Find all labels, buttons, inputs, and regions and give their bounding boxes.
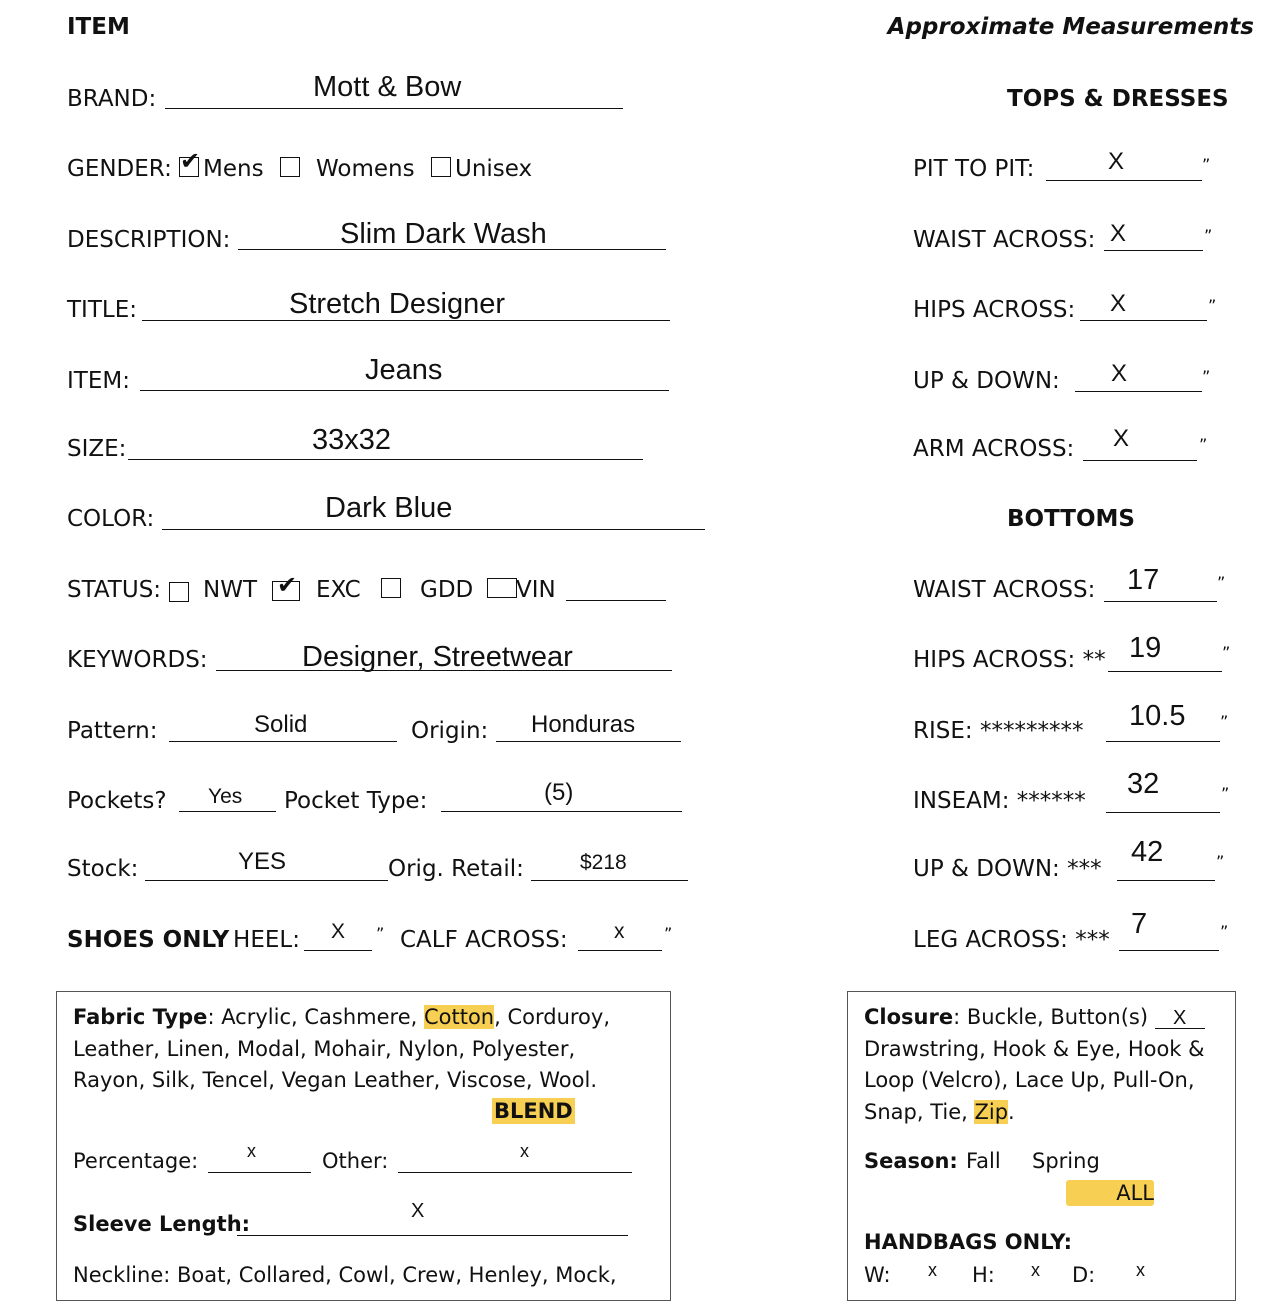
percentage-label: Percentage:	[73, 1149, 199, 1173]
bottoms-waist-across-label: WAIST ACROSS:	[913, 577, 1096, 603]
stock-label: Stock:	[67, 856, 139, 882]
tops-hips-across-line	[1080, 320, 1207, 321]
color-label: COLOR:	[67, 506, 155, 532]
calf-line	[578, 950, 662, 951]
status-vin-checkbox[interactable]	[487, 578, 517, 598]
shoes-only-title: SHOES ONLY	[67, 927, 230, 953]
title-value[interactable]: Stretch Designer	[289, 288, 505, 320]
status-other-line[interactable]	[566, 600, 666, 601]
gender-womens-checkbox[interactable]	[280, 157, 300, 177]
handbags-only-title: HANDBAGS ONLY:	[864, 1230, 1073, 1254]
pocket-type-label: Pocket Type:	[284, 788, 428, 814]
origin-label: Origin:	[411, 718, 489, 744]
fabric-type-title: Fabric Type	[73, 1005, 208, 1029]
tops-dresses-title: TOPS & DRESSES	[1007, 86, 1229, 112]
orig-retail-value[interactable]: $218	[580, 851, 627, 874]
status-label: STATUS:	[67, 577, 162, 603]
leg-across-inch-mark: ”	[1220, 922, 1229, 941]
arm-across-line	[1083, 460, 1197, 461]
handbags-w-label: W:	[864, 1263, 891, 1287]
arm-across-value[interactable]: X	[1113, 425, 1130, 452]
bottoms-waist-across-value[interactable]: 17	[1127, 564, 1160, 596]
bottoms-up-down-inch-mark: ”	[1216, 852, 1225, 871]
closure-highlight-zip: Zip	[974, 1099, 1009, 1124]
status-nwt-checkbox[interactable]	[169, 582, 189, 602]
handbags-w-value[interactable]: x	[928, 1260, 937, 1280]
season-label: Season:	[864, 1149, 958, 1173]
status-exc-checkbox[interactable]: ✔	[272, 581, 300, 601]
handbags-d-label: D:	[1072, 1263, 1096, 1287]
arm-across-label: ARM ACROSS:	[913, 436, 1075, 462]
size-value[interactable]: 33x32	[312, 424, 392, 456]
status-gdd-label: GDD	[420, 577, 474, 603]
tops-hips-across-value[interactable]: X	[1110, 290, 1127, 317]
gender-label: GENDER:	[67, 156, 172, 182]
pit-to-pit-inch-mark: ”	[1202, 155, 1211, 174]
rise-inch-mark: ”	[1220, 712, 1229, 731]
orig-retail-line	[531, 880, 688, 881]
heel-inch-mark: ”	[376, 924, 385, 943]
season-fall: Fall	[966, 1149, 1001, 1173]
rise-label: RISE: *********	[913, 718, 1084, 744]
fabric-box	[56, 991, 671, 1301]
handbags-d-value[interactable]: x	[1136, 1260, 1145, 1280]
fabric-blend-highlight: BLEND	[494, 1099, 573, 1123]
bottoms-hips-across-value[interactable]: 19	[1129, 632, 1162, 664]
status-gdd-checkbox[interactable]	[381, 578, 401, 598]
pit-to-pit-value[interactable]: X	[1108, 148, 1125, 175]
tops-waist-across-value[interactable]: X	[1110, 220, 1127, 247]
tops-hips-across-label: HIPS ACROSS:	[913, 297, 1076, 323]
leg-across-line	[1119, 950, 1219, 951]
pocket-type-value[interactable]: (5)	[544, 779, 574, 806]
tops-waist-across-label: WAIST ACROSS:	[913, 227, 1096, 253]
pattern-label: Pattern:	[67, 718, 158, 744]
size-label: SIZE:	[67, 436, 127, 462]
closure-title: Closure	[864, 1005, 954, 1029]
closure-list-post: .	[1008, 1099, 1015, 1124]
closure-button-value[interactable]: X	[1155, 1008, 1205, 1029]
brand-value[interactable]: Mott & Bow	[313, 71, 462, 103]
inseam-line	[1106, 812, 1220, 813]
origin-value[interactable]: Honduras	[531, 711, 636, 738]
heel-label: : HEEL:	[218, 927, 300, 953]
fabric-highlight-cotton: Cotton	[423, 1005, 495, 1029]
tops-up-down-inch-mark: ”	[1202, 367, 1211, 386]
keywords-label: KEYWORDS:	[67, 647, 208, 673]
color-line	[162, 529, 705, 530]
closure-box	[847, 991, 1236, 1301]
handbags-h-value[interactable]: x	[1031, 1260, 1040, 1280]
gender-mens-checkbox[interactable]: ✔	[180, 147, 201, 175]
pit-to-pit-line	[1046, 180, 1202, 181]
item-line	[140, 390, 669, 391]
arm-across-inch-mark: ”	[1199, 435, 1208, 454]
bottoms-hips-inch-mark: ”	[1222, 643, 1231, 662]
other-value[interactable]: x	[520, 1141, 529, 1161]
bottoms-up-down-line	[1117, 880, 1215, 881]
status-exc-label: EXC	[316, 577, 361, 603]
orig-retail-label: Orig. Retail:	[388, 856, 524, 882]
handbags-h-label: H:	[972, 1263, 995, 1287]
leg-across-value[interactable]: 7	[1131, 908, 1148, 940]
inseam-inch-mark: ”	[1221, 784, 1230, 803]
sleeve-length-label: Sleeve Length:	[73, 1212, 251, 1236]
inseam-label: INSEAM: ******	[913, 788, 1086, 814]
season-spring: Spring	[1032, 1149, 1100, 1173]
bottoms-waist-inch-mark: ”	[1217, 573, 1226, 592]
fabric-type-text	[73, 1002, 633, 1097]
heel-value[interactable]: X	[331, 920, 346, 943]
pattern-value[interactable]: Solid	[254, 711, 308, 738]
brand-line	[165, 108, 623, 109]
item-label: ITEM:	[67, 368, 130, 394]
title-line	[142, 320, 670, 321]
brand-label: BRAND:	[67, 86, 157, 112]
approx-measurements-header: Approximate Measurements	[887, 14, 1254, 40]
closure-text	[864, 1002, 1226, 1128]
item-header: ITEM	[67, 14, 130, 40]
bottoms-up-down-label: UP & DOWN: ***	[913, 856, 1102, 882]
gender-unisex-label: Unisex	[455, 156, 533, 182]
calf-inch-mark: ”	[664, 924, 673, 943]
bottoms-hips-across-line	[1108, 671, 1222, 672]
rise-value[interactable]: 10.5	[1129, 700, 1186, 732]
other-label: Other:	[322, 1149, 389, 1173]
bottoms-waist-across-line	[1104, 601, 1217, 602]
pattern-line	[169, 741, 397, 742]
closure-list-mid: Drawstring, Hook & Eye, Hook & Loop (Velcro), Lace Up, Pull-On, Snap, Tie,	[864, 1036, 1205, 1124]
bottoms-up-down-value[interactable]: 42	[1131, 836, 1164, 868]
sleeve-length-value[interactable]: X	[411, 1200, 425, 1222]
status-vin-label: VIN	[516, 577, 556, 603]
percentage-line	[208, 1172, 311, 1173]
other-line	[398, 1172, 632, 1173]
pit-to-pit-label: PIT TO PIT:	[913, 156, 1035, 182]
neckline-text: Neckline: Boat, Collared, Cowl, Crew, Henley, Mock,	[73, 1263, 617, 1287]
tops-up-down-line	[1075, 391, 1202, 392]
size-line	[128, 459, 643, 460]
fabric-type-list-post: , Corduroy, Leather, Linen, Modal, Mohair, Nylon, Polyester, Rayon, Silk, Tencel, Vegan Leather, Viscose, Wool.	[73, 1005, 610, 1092]
stock-value[interactable]: YES	[238, 848, 287, 875]
origin-line	[496, 741, 681, 742]
gender-mens-label: Mens	[203, 156, 264, 182]
pocket-type-line	[441, 811, 682, 812]
leg-across-label: LEG ACROSS: ***	[913, 927, 1110, 953]
bottoms-title: BOTTOMS	[1007, 506, 1135, 532]
heel-line	[304, 950, 372, 951]
pockets-value[interactable]: Yes	[208, 785, 243, 808]
pockets-line	[179, 811, 276, 812]
tops-waist-across-line	[1104, 250, 1203, 251]
season-all-highlight: ALL	[1066, 1180, 1154, 1206]
bottoms-hips-across-label: HIPS ACROSS: **	[913, 647, 1106, 673]
closure-list-pre: : Buckle, Button(s)	[953, 1005, 1155, 1029]
stock-line	[145, 880, 388, 881]
tops-up-down-label: UP & DOWN:	[913, 368, 1060, 394]
sleeve-length-line	[237, 1235, 628, 1236]
tops-up-down-value[interactable]: X	[1111, 360, 1128, 387]
pockets-label: Pockets?	[67, 788, 167, 814]
gender-womens-label: Womens	[316, 156, 415, 182]
calf-across-label: CALF ACROSS:	[400, 927, 568, 953]
calf-value[interactable]: x	[614, 920, 625, 943]
inseam-value[interactable]: 32	[1127, 768, 1160, 800]
item-value[interactable]: Jeans	[365, 354, 443, 386]
status-nwt-label: NWT	[203, 577, 257, 603]
title-label: TITLE:	[67, 297, 137, 323]
description-value[interactable]: Slim Dark Wash	[340, 218, 547, 250]
rise-line	[1106, 741, 1220, 742]
gender-unisex-checkbox[interactable]	[431, 157, 451, 177]
keywords-value[interactable]: Designer, Streetwear	[302, 641, 573, 673]
tops-hips-inch-mark: ”	[1208, 296, 1217, 315]
color-value[interactable]: Dark Blue	[325, 492, 453, 524]
fabric-type-list-pre: : Acrylic, Cashmere,	[207, 1005, 424, 1029]
tops-waist-inch-mark: ”	[1204, 226, 1213, 245]
description-label: DESCRIPTION:	[67, 227, 231, 253]
percentage-value[interactable]: x	[247, 1141, 256, 1161]
